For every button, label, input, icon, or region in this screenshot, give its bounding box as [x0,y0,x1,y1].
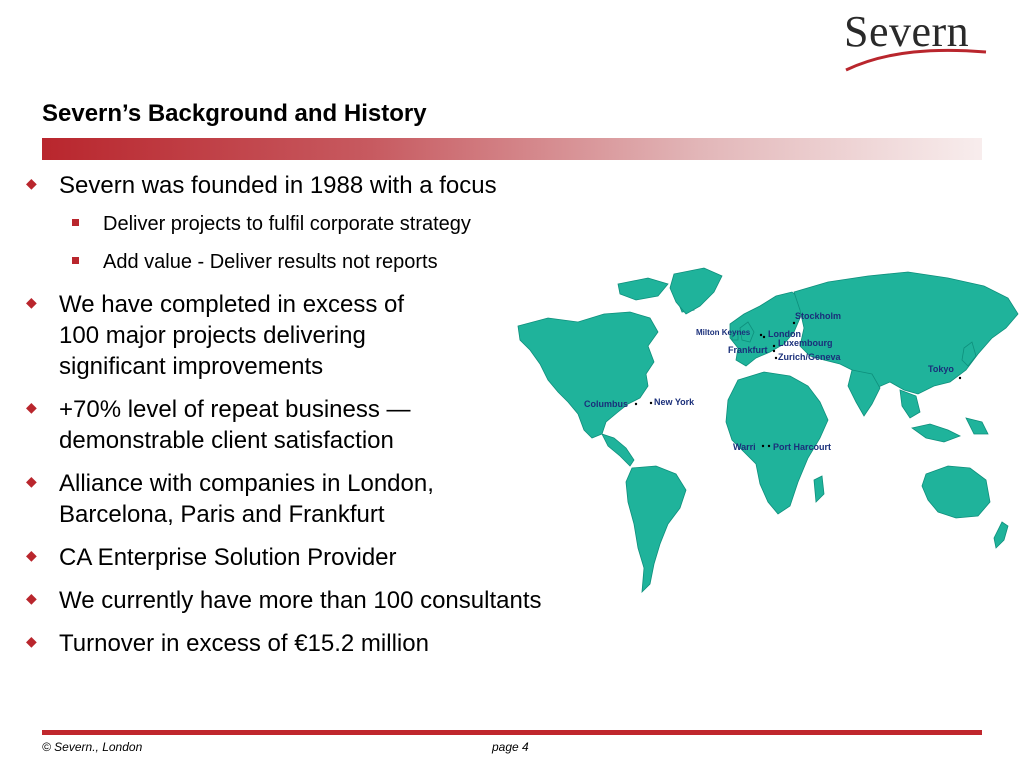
square-bullet-icon [72,257,79,264]
warri-marker [762,445,764,447]
bullet-text: Severn was founded in 1988 with a focus [59,172,497,199]
bullet-text: Alliance with companies in London, [59,470,434,497]
sub-bullet-text: Deliver projects to fulfil corporate strategy [103,213,471,235]
london-marker [763,336,765,338]
new-york-label: New York [654,397,695,407]
sub-bullet-text: Add value - Deliver results not reports [103,251,438,273]
bullet-text: We currently have more than 100 consultants [59,587,542,614]
port-harcourt-label: Port Harcourt [773,442,832,452]
map-landmass [518,268,1018,592]
stockholm-label: Stockholm [795,311,842,321]
title-gradient-bar [42,138,982,160]
diamond-bullet-icon: ◆ [26,590,37,606]
stockholm-marker [793,322,795,324]
bullet-item [22,628,662,659]
square-bullet-icon [72,219,79,226]
world-map [508,262,1024,602]
luxembourg-label: Luxembourg [778,338,833,348]
bullet-text: We have completed in excess of [59,291,405,318]
slide-title: Severn’s Background and History [42,100,427,127]
london-label: London [768,329,801,339]
diamond-bullet-icon: ◆ [26,633,37,649]
bullet-text: Turnover in excess of €15.2 million [59,630,429,657]
milton-keynes-label: Milton Keynes [696,328,751,337]
tokyo-marker [959,377,961,379]
zurich-geneva-marker [775,357,777,359]
frankfurt-marker [773,350,775,352]
diamond-bullet-icon: ◆ [26,473,37,489]
port-harcourt-marker [768,445,770,447]
bullet-text: demonstrable client satisfaction [59,427,394,454]
columbus-label: Columbus [584,399,628,409]
diamond-bullet-icon: ◆ [26,399,37,415]
milton-keynes-marker [760,334,762,336]
bullet-text: Barcelona, Paris and Frankfurt [59,501,385,528]
logo-wordmark: Severn [844,7,970,56]
severn-logo [838,4,988,74]
luxembourg-marker [773,345,775,347]
frankfurt-label: Frankfurt [728,345,768,355]
footer-rule [42,730,982,735]
bullet-text: +70% level of repeat business — [59,396,411,423]
logo-swoosh [838,42,988,74]
footer-page-number: page 4 [492,740,529,754]
tokyo-label: Tokyo [928,364,954,374]
diamond-bullet-icon: ◆ [26,547,37,563]
warri-label: Warri [733,442,756,452]
columbus-marker [635,403,637,405]
diamond-bullet-icon: ◆ [26,294,37,310]
zurich-geneva-label: Zurich/Geneva [778,352,841,362]
new-york-marker [650,402,652,404]
diamond-bullet-icon: ◆ [26,175,37,191]
bullet-text: significant improvements [59,353,324,380]
bullet-text: CA Enterprise Solution Provider [59,544,397,571]
bullet-item [22,170,662,201]
footer-copyright: © Severn., London [42,740,143,754]
bullet-text: 100 major projects delivering [59,322,366,349]
sub-bullet-item [22,211,662,237]
